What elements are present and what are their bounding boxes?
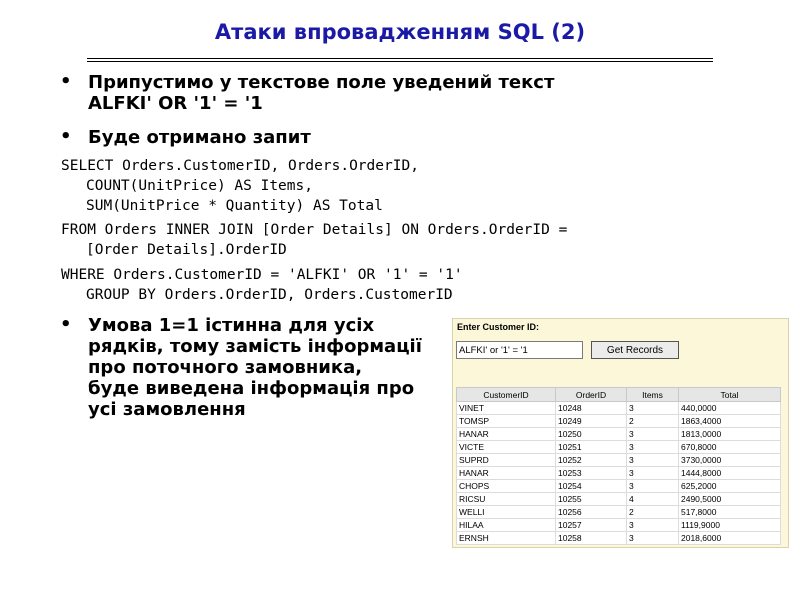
cell-customerid: TOMSP [457, 415, 556, 428]
table-row [457, 415, 781, 428]
table-row [457, 480, 781, 493]
cell-total: 3730,0000 [679, 454, 781, 467]
cell-orderid: 10257 [556, 519, 627, 532]
cell-items: 2 [627, 506, 679, 519]
col-header-orderid: OrderID [556, 388, 627, 402]
cell-orderid: 10258 [556, 532, 627, 545]
sql-from-clause [61, 220, 567, 260]
title-underline [87, 58, 713, 59]
bullet-3-line-5: усі замовлення [88, 399, 246, 420]
cell-customerid: ERNSH [457, 532, 556, 545]
title-underline-second [87, 61, 713, 62]
cell-items: 4 [627, 493, 679, 506]
bullet-1-line-2: ALFKI' OR '1' = '1 [88, 93, 263, 114]
bullet-dot-icon: • [60, 126, 72, 147]
cell-total: 670,8000 [679, 441, 781, 454]
bullet-2 [60, 126, 311, 148]
sql-line-sum: SUM(UnitPrice * Quantity) AS Total [86, 198, 383, 214]
cell-orderid: 10250 [556, 428, 627, 441]
bullet-1-line-1: Припустимо у текстове поле уведений текст [88, 72, 555, 93]
bullet-3-line-1: Умова 1=1 істинна для усіх [88, 315, 375, 336]
cell-customerid: VINET [457, 402, 556, 415]
cell-orderid: 10256 [556, 506, 627, 519]
table-header-row [457, 388, 781, 402]
cell-items: 3 [627, 519, 679, 532]
cell-customerid: SUPRD [457, 454, 556, 467]
cell-items: 2 [627, 415, 679, 428]
sql-line-count: COUNT(UnitPrice) AS Items, [86, 178, 313, 194]
sql-line-from: FROM Orders INNER JOIN [Order Details] ON Orders.OrderID = [61, 222, 568, 238]
bullet-3-line-2: рядків, тому замість інформації [88, 336, 422, 357]
cell-orderid: 10249 [556, 415, 627, 428]
col-header-customerid: CustomerID [457, 388, 556, 402]
cell-customerid: RICSU [457, 493, 556, 506]
bullet-dot-icon: • [60, 71, 72, 92]
cell-orderid: 10253 [556, 467, 627, 480]
table-row [457, 454, 781, 467]
cell-total: 1863,4000 [679, 415, 781, 428]
cell-items: 3 [627, 532, 679, 545]
sql-line-select: SELECT Orders.CustomerID, Orders.OrderID, [61, 158, 419, 174]
bullet-dot-icon: • [60, 314, 72, 335]
cell-total: 440,0000 [679, 402, 781, 415]
get-records-button[interactable]: Get Records [591, 341, 679, 359]
cell-customerid: VICTE [457, 441, 556, 454]
cell-total: 1119,9000 [679, 519, 781, 532]
customer-id-input[interactable] [456, 341, 583, 359]
cell-total: 2018,6000 [679, 532, 781, 545]
cell-items: 3 [627, 402, 679, 415]
cell-customerid: HANAR [457, 428, 556, 441]
cell-customerid: CHOPS [457, 480, 556, 493]
bullet-3 [60, 314, 422, 420]
table-row [457, 506, 781, 519]
col-header-total: Total [679, 388, 781, 402]
table-row [457, 467, 781, 480]
table-row [457, 441, 781, 454]
bullet-3-line-3: про поточного замовника, [88, 357, 363, 378]
sql-where-clause [61, 265, 463, 305]
slide-title: Атаки впровадженням SQL (2) [214, 20, 586, 44]
bullet-2-text: Буде отримано запит [88, 127, 311, 148]
results-table [456, 387, 781, 545]
cell-total: 1444,8000 [679, 467, 781, 480]
cell-orderid: 10254 [556, 480, 627, 493]
sql-line-join: [Order Details].OrderID [86, 242, 287, 258]
cell-orderid: 10255 [556, 493, 627, 506]
table-row [457, 402, 781, 415]
cell-customerid: HANAR [457, 467, 556, 480]
sql-line-group: GROUP BY Orders.OrderID, Orders.CustomerID [86, 287, 453, 303]
cell-customerid: WELLI [457, 506, 556, 519]
cell-items: 3 [627, 467, 679, 480]
cell-orderid: 10252 [556, 454, 627, 467]
table-row [457, 493, 781, 506]
col-header-items: Items [627, 388, 679, 402]
cell-total: 625,2000 [679, 480, 781, 493]
bullet-1 [60, 71, 555, 114]
cell-total: 517,8000 [679, 506, 781, 519]
cell-orderid: 10251 [556, 441, 627, 454]
cell-items: 3 [627, 480, 679, 493]
sql-line-where: WHERE Orders.CustomerID = 'ALFKI' OR '1' = '1' [61, 267, 463, 283]
cell-items: 3 [627, 441, 679, 454]
cell-orderid: 10248 [556, 402, 627, 415]
customer-lookup-form [452, 318, 789, 548]
bullet-3-line-4: буде виведена інформація про [88, 378, 415, 399]
table-row [457, 428, 781, 441]
cell-items: 3 [627, 454, 679, 467]
cell-total: 1813,0000 [679, 428, 781, 441]
sql-query [61, 156, 419, 216]
table-row [457, 519, 781, 532]
cell-customerid: HILAA [457, 519, 556, 532]
customer-id-label: Enter Customer ID: [457, 322, 540, 332]
cell-items: 3 [627, 428, 679, 441]
table-row [457, 532, 781, 545]
cell-total: 2490,5000 [679, 493, 781, 506]
